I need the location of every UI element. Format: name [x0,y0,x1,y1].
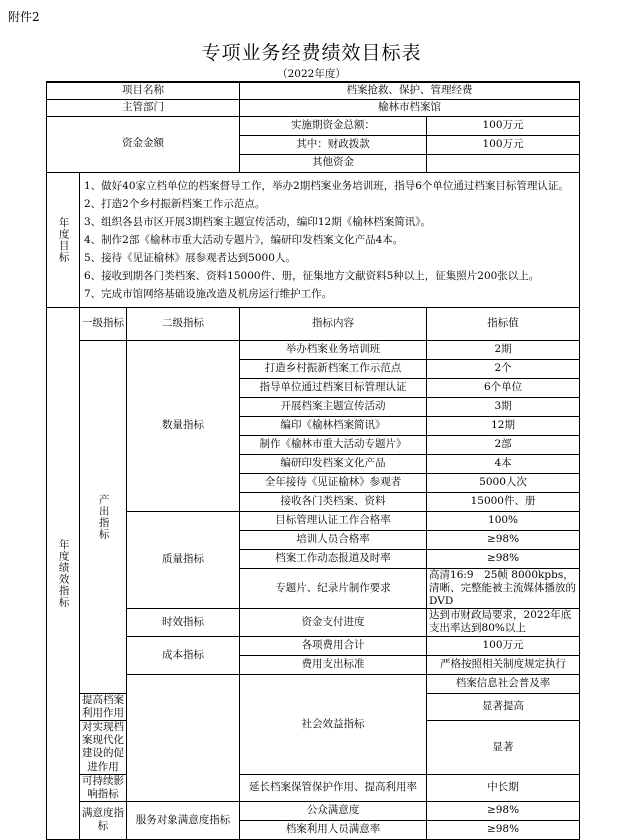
header-level2: 二级指标 [127,307,240,340]
fund-label: 资金金额 [47,116,240,172]
quality-label: 质量指标 [127,511,240,608]
indicator-value: 5000人次 [427,473,580,492]
benefit-level1 [127,674,240,801]
indicator-content: 全年接待《见证榆林》参观者 [240,473,427,492]
indicator-value: 100万元 [427,636,580,655]
indicator-value: 4本 [427,454,580,473]
indicator-content: 目标管理认证工作合格率 [240,511,427,530]
indicator-content: 对实现档案现代化建设的促进作用 [80,721,127,775]
indicator-content: 编印《榆林档案简讯》 [240,416,427,435]
indicator-label: 年度绩效指标 [47,307,80,839]
quantity-label: 数量指标 [127,340,240,511]
page-title: 专项业务经费绩效目标表 [201,42,422,64]
indicator-content: 各项费用合计 [240,636,427,655]
cost-label: 成本指标 [127,636,240,674]
sustain-label: 可持续影响指标 [80,774,127,801]
project-name-label: 项目名称 [47,82,240,99]
attachment-label: 附件2 [8,10,40,24]
indicator-value: ≥98% [427,530,580,549]
social-label: 社会效益指标 [240,674,427,774]
indicator-content: 延长档案保管保护作用、提高利用率 [240,774,427,801]
fund-fin-label: 其中：财政拨款 [240,135,427,154]
performance-table [46,81,580,840]
indicator-value: 2部 [427,435,580,454]
indicator-value: 显著 [427,721,580,775]
indicator-content: 档案工作动态报道及时率 [240,549,427,568]
year-label: （2022年度） [277,68,346,80]
indicator-value: 严格按照相关制度规定执行 [427,655,580,674]
service-label: 服务对象满意度指标 [127,801,240,839]
header-level1: 一级指标 [80,307,127,340]
fund-fin-value: 100万元 [427,135,580,154]
fund-other-value [427,154,580,172]
indicator-content: 制作《榆林市重大活动专题片》 [240,435,427,454]
indicator-value: 2个 [427,359,580,378]
header-value: 指标值 [427,307,580,340]
indicator-content: 资金支付进度 [240,608,427,636]
indicator-content: 开展档案主题宣传活动 [240,397,427,416]
fund-other-label: 其他资金 [240,154,427,172]
indicator-value: 2期 [427,340,580,359]
indicator-value: 达到市财政局要求，2022年底支出率达到80%以上 [427,608,580,636]
indicator-value: ≥98% [427,549,580,568]
dept-value: 榆林市档案馆 [240,99,580,116]
indicator-content: 打造乡村振新档案工作示范点 [240,359,427,378]
header-content: 指标内容 [240,307,427,340]
indicator-content: 费用支出标准 [240,655,427,674]
goal-item: 5、接待《见证榆林》展参观者达到5000人。 [84,251,296,264]
indicator-content: 专题片、纪录片制作要求 [240,568,427,608]
indicator-value: ≥98% [427,820,580,839]
indicator-value: 显著提高 [427,693,580,720]
goal-item: 3、组织各县市区开展3期档案主题宣传活动，编印12期《榆林档案简讯》。 [84,215,431,228]
goal-item: 4、制作2部《榆林市重大活动专题片》，编研印发档案文化产品4本。 [84,233,404,246]
output-label: 产出指标 [80,340,127,693]
indicator-content: 档案利用人员满意率 [240,820,427,839]
dept-label: 主管部门 [47,99,240,116]
indicator-value: 高清16:9 25帧 8000kpbs，清晰、完整能被主流媒体播放的DVD [427,568,580,608]
goal-item: 2、打造2个乡村振新档案工作示范点。 [84,197,266,210]
indicator-content: 举办档案业务培训班 [240,340,427,359]
fund-total-label: 实施期资金总额： [240,116,427,135]
goal-item: 7、完成市馆网络基础设施改造及机房运行维护工作。 [84,287,333,300]
indicator-content: 档案信息社会普及率 [427,674,580,693]
indicator-value: ≥98% [427,801,580,820]
satisfaction-label: 满意度指标 [80,801,127,839]
annual-goal-label: 年度目标 [47,172,80,307]
indicator-content: 培训人员合格率 [240,530,427,549]
project-name-value: 档案抢救、保护、管理经费 [240,82,580,99]
indicator-value: 15000件、册 [427,492,580,511]
indicator-value: 12期 [427,416,580,435]
indicator-content: 指导单位通过档案目标管理认证 [240,378,427,397]
indicator-value: 3期 [427,397,580,416]
indicator-value: 100% [427,511,580,530]
indicator-content: 编研印发档案文化产品 [240,454,427,473]
fund-total-value: 100万元 [427,116,580,135]
indicator-content: 提高档案利用作用 [80,693,127,720]
indicator-content: 接收各门类档案、资料 [240,492,427,511]
timeliness-label: 时效指标 [127,608,240,636]
indicator-value: 中长期 [427,774,580,801]
goal-item: 6、接收到期各门类档案、资料15000件、册，征集地方文献资料5种以上，征集照片200张以上。 [84,269,540,282]
indicator-content: 公众满意度 [240,801,427,820]
goal-item: 1、做好40家立档单位的档案督导工作，举办2期档案业务培训班，指导6个单位通过档案目标管理认证。 [84,179,569,192]
indicator-value: 6个单位 [427,378,580,397]
annual-goal-list [80,172,580,307]
